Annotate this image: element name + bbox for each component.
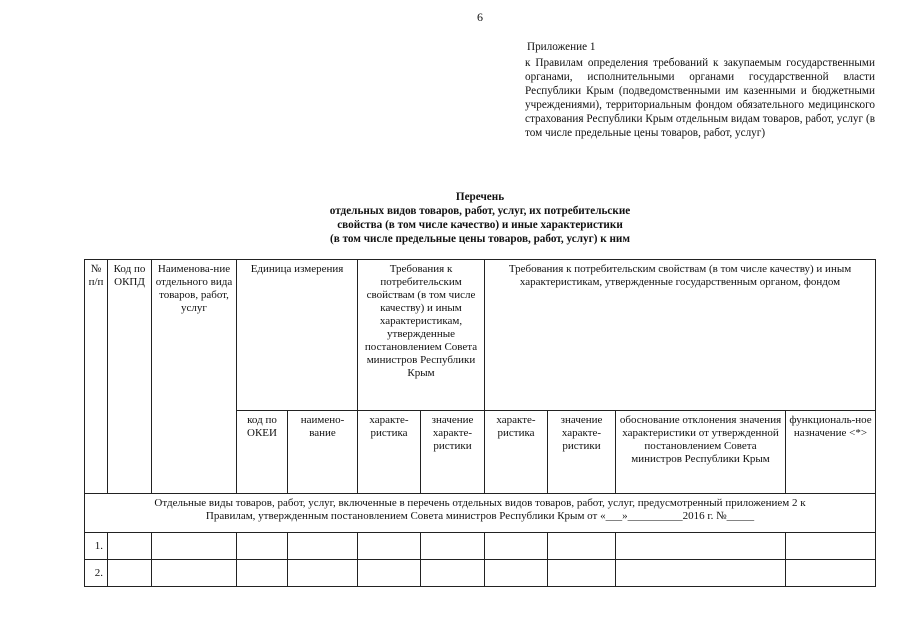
table-cell	[616, 533, 786, 560]
document-title-line: отдельных видов товаров, работ, услуг, их потребительские	[329, 205, 631, 217]
header-okpd: Код по ОКПД	[108, 260, 152, 494]
table-cell	[288, 560, 358, 587]
subheader-functional-purpose: функциональ-ное назначение <*>	[786, 411, 876, 494]
table-cell	[485, 533, 548, 560]
table-row	[85, 560, 876, 587]
table-cell	[152, 533, 237, 560]
table-cell	[108, 533, 152, 560]
subheader-deviation-justification: обоснование отклонения значения характеристики от утвержденной постановлением Совета министров Республики Крым	[616, 411, 786, 494]
table-cell	[152, 560, 237, 587]
table-cell	[288, 533, 358, 560]
table-cell	[421, 560, 485, 587]
table-cell	[237, 533, 288, 560]
appendix-body: к Правилам определения требований к закупаемым государственными органами, исполнительными органами государственной власти Республики Крым (подведомственными им казенными и бюджетными учреждениями), территориальным фондом обязательного медицинского страхования Республики Крым отдельным видам товаров, работ, услуг (в том числе предельные цены товаров, работ, услуг)	[525, 57, 875, 139]
subheader-body-characteristic: характе-ристика	[485, 411, 548, 494]
subheader-okei-code: код по ОКЕИ	[237, 411, 288, 494]
merged-row-line: Отдельные виды товаров, работ, услуг, включенные в перечень отдельных видов товаров, работ, услуг, предусмотренный приложением 2 к	[154, 497, 806, 509]
row-number: 2.	[85, 560, 108, 587]
row-number: 1.	[85, 533, 108, 560]
table-cell	[108, 560, 152, 587]
table-cell	[421, 533, 485, 560]
table-cell	[485, 560, 548, 587]
table-cell	[358, 560, 421, 587]
header-council-requirements: Требования к потребительским свойствам (в том числе качеству) и иным характеристикам, утвержденные постановлением Совета министров Республики Крым	[358, 260, 485, 411]
merged-row-line: Правилам, утвержденным постановлением Совета министров Республики Крым от «___»__________2016 г. №_____	[205, 510, 755, 522]
header-body-requirements: Требования к потребительским свойствам (в том числе качеству) и иным характеристикам, утвержденные государственным органом, фондом	[485, 260, 876, 411]
table-cell	[548, 533, 616, 560]
subheader-unit-name: наимено-вание	[288, 411, 358, 494]
table-merged-row	[85, 494, 876, 533]
page-number: 6	[477, 10, 483, 24]
table-cell	[616, 560, 786, 587]
document-title-line: (в том числе предельные цены товаров, работ, услуг) к ним	[330, 233, 630, 245]
header-num: № п/п	[85, 260, 108, 494]
appendix-block	[525, 40, 875, 140]
subheader-council-characteristic: характе-ристика	[358, 411, 421, 494]
table-cell	[237, 560, 288, 587]
table-cell	[358, 533, 421, 560]
document-title-line: свойства (в том числе качество) и иные характеристики	[337, 219, 623, 231]
appendix-title: Приложение 1	[527, 41, 596, 53]
table-header-row	[85, 260, 876, 411]
document-title-line: Перечень	[455, 191, 505, 203]
subheader-body-value: значение характе-ристики	[548, 411, 616, 494]
requirements-table	[84, 259, 876, 587]
table-cell	[786, 533, 876, 560]
table-cell	[786, 560, 876, 587]
table-row	[85, 533, 876, 560]
header-item-name: Наименова-ние отдельного вида товаров, работ, услуг	[152, 260, 237, 494]
table-cell	[548, 560, 616, 587]
subheader-council-value: значение характе-ристики	[421, 411, 485, 494]
merged-row-cell	[85, 494, 876, 533]
header-unit: Единица измерения	[237, 260, 358, 411]
document-title	[250, 190, 710, 246]
